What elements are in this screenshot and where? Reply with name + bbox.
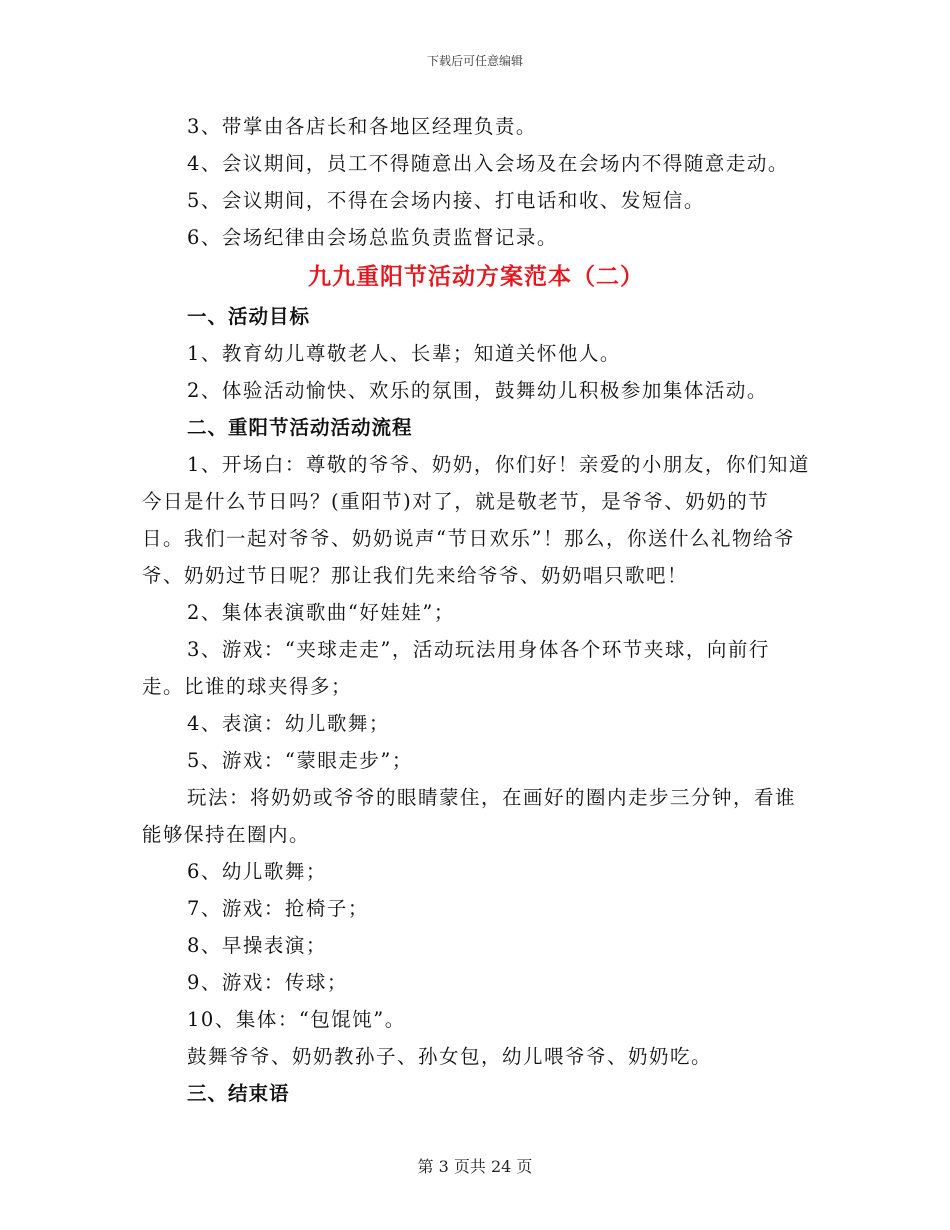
page-header: 下载后可任意编辑 bbox=[426, 54, 523, 68]
paragraph: 1、开场白：尊敬的爷爷、奶奶，你们好！亲爱的小朋友，你们知道今日是什么节日吗？(重阳节)对了，就是敬老节，是爷爷、奶奶的节日。我们一起对爷爷、奶奶说声“节日欢乐”！那么，你送什么礼物给爷爷、奶奶过节日呢？那让我们先来给爷爷、奶奶唱只歌吧！ bbox=[142, 453, 810, 587]
paragraph: 2、集体表演歌曲“好娃娃”； bbox=[187, 601, 455, 624]
paragraph: 3、游戏：“夹球走走”，活动玩法用身体各个环节夹球，向前行走。比谁的球夹得多； bbox=[142, 638, 770, 698]
paragraph: 5、会议期间，不得在会场内接、打电话和收、发短信。 bbox=[187, 189, 705, 212]
paragraph: 5、游戏：“蒙眼走步”； bbox=[187, 749, 413, 772]
section-heading: 一、活动目标 bbox=[187, 305, 311, 328]
paragraph: 9、游戏：传球； bbox=[187, 971, 348, 994]
paragraph: 6、幼儿歌舞； bbox=[187, 860, 327, 883]
paragraph: 6、会场纪律由会场总监负责监督记录。 bbox=[187, 226, 558, 249]
paragraph: 7、游戏：抢椅子； bbox=[187, 897, 369, 920]
section-heading: 三、结束语 bbox=[187, 1082, 290, 1105]
paragraph: 8、早操表演； bbox=[187, 934, 327, 957]
document-body bbox=[142, 108, 810, 1112]
paragraph: 4、会议期间，员工不得随意出入会场及在会场内不得随意走动。 bbox=[187, 152, 789, 175]
section-heading: 二、重阳节活动活动流程 bbox=[187, 416, 413, 439]
paragraph: 2、体验活动愉快、欢乐的氛围，鼓舞幼儿积极参加集体活动。 bbox=[187, 379, 768, 402]
document-title: 九九重阳节活动方案范本（二） bbox=[308, 263, 644, 290]
paragraph: 3、带掌由各店长和各地区经理负责。 bbox=[187, 115, 537, 138]
paragraph: 10、集体：“包馄饨”。 bbox=[187, 1008, 406, 1031]
paragraph: 鼓舞爷爷、奶奶教孙子、孙女包，幼儿喂爷爷、奶奶吃。 bbox=[187, 1045, 713, 1068]
paragraph: 1、教育幼儿尊敬老人、长辈；知道关怀他人。 bbox=[187, 342, 621, 365]
paragraph: 4、表演：幼儿歌舞； bbox=[187, 712, 390, 735]
page-footer: 第 3 页共 24 页 bbox=[417, 1157, 533, 1176]
paragraph: 玩法：将奶奶或爷爷的眼睛蒙住，在画好的圈内走步三分钟，看谁能够保持在圈内。 bbox=[142, 786, 797, 846]
